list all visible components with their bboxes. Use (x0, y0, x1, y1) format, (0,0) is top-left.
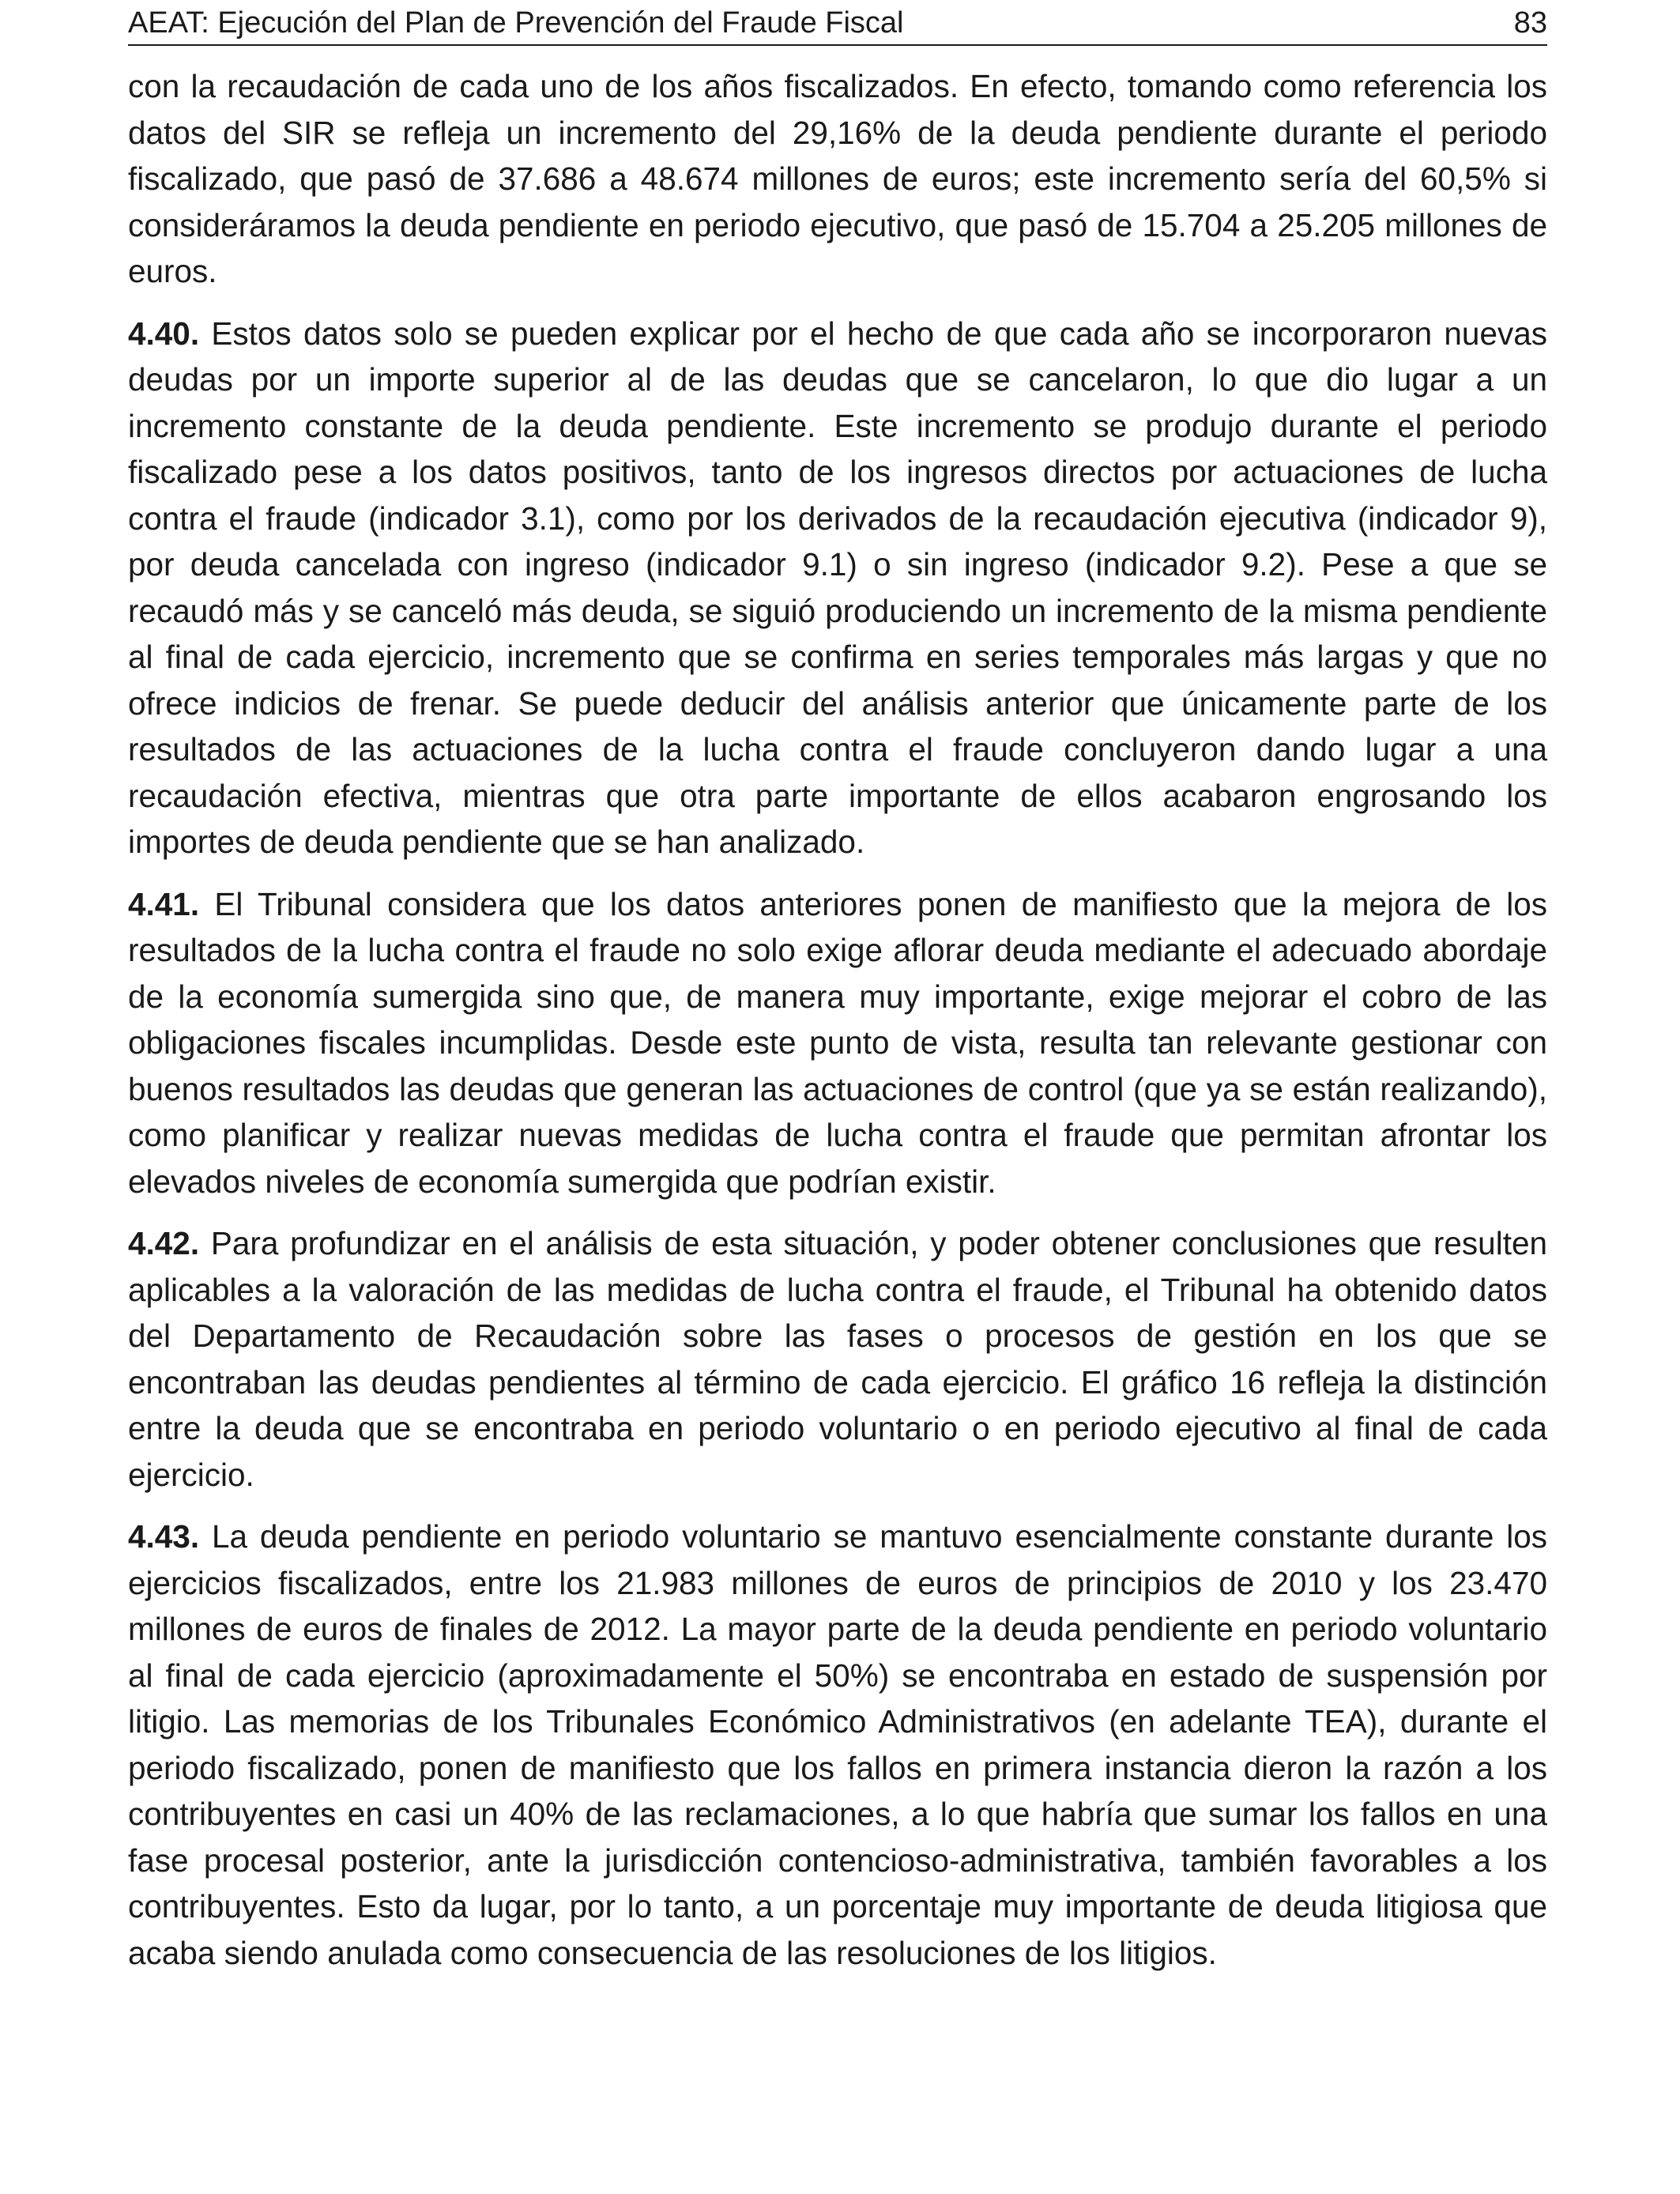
paragraph-number: 4.43. (128, 1518, 200, 1555)
paragraph-number: 4.41. (128, 885, 200, 922)
paragraph-text: La deuda pendiente en periodo voluntario se mantuvo esencialmente constante durante los ejercicios fiscalizados, entre los 21.983 millones de euros de principios de 2010 y los 23.470 millones de euros de finales de 2012. La mayor parte de la deuda pendiente en periodo voluntario al final de cada ejercicio (aproximadamente el 50%) se encontraba en estado de suspensión por litigio. Las memorias de los Tribunales Económico Administrativos (en adelante TEA), durante el periodo fiscalizado, ponen de manifiesto que los fallos en primera instancia dieron la razón a los contribuyentes en casi un 40% de las reclamaciones, a lo que habría que sumar los fallos en una fase procesal posterior, ante la jurisdicción contencioso-administrativa, también favorables a los contribuyentes. Esto da lugar, por lo tanto, a un porcentaje muy importante de deuda litigiosa que acaba siendo anulada como consecuencia de las resoluciones de los litigios. (128, 1518, 1547, 1971)
paragraph-4-43 (128, 1514, 1547, 1976)
intro-paragraph: con la recaudación de cada uno de los años fiscalizados. En efecto, tomando como referencia los datos del SIR se refleja un incremento del 29,16% de la deuda pendiente durante el periodo fiscalizado, que pasó de 37.686 a 48.674 millones de euros; este incremento sería del 60,5% si consideráramos la deuda pendiente en periodo ejecutivo, que pasó de 15.704 a 25.205 millones de euros. (128, 68, 1547, 289)
paragraph-4-40 (128, 311, 1547, 865)
document-title: AEAT: Ejecución del Plan de Prevención del Fraude Fiscal (128, 6, 904, 40)
paragraph-text: Para profundizar en el análisis de esta situación, y poder obtener conclusiones que resulten aplicables a la valoración de las medidas de lucha contra el fraude, el Tribunal ha obtenido datos del Departamento de Recaudación sobre las fases o procesos de gestión en los que se encontraban las deudas pendientes al término de cada ejercicio. El gráfico 16 refleja la distinción entre la deuda que se encontraba en periodo voluntario o en periodo ejecutivo al final de cada ejercicio. (128, 1225, 1547, 1493)
paragraph-text: Estos datos solo se pueden explicar por el hecho de que cada año se incorporaron nuevas deudas por un importe superior al de las deudas que se cancelaron, lo que dio lugar a un incremento constante de la deuda pendiente. Este incremento se produjo durante el periodo fiscalizado pese a los datos positivos, tanto de los ingresos directos por actuaciones de lucha contra el fraude (indicador 3.1), como por los derivados de la recaudación ejecutiva (indicador 9), por deuda cancelada con ingreso (indicador 9.1) o sin ingreso (indicador 9.2). Pese a que se recaudó más y se canceló más deuda, se siguió produciendo un incremento de la misma pendiente al final de cada ejercicio, incremento que se confirma en series temporales más largas y que no ofrece indicios de frenar. Se puede deducir del análisis anterior que únicamente parte de los resultados de las actuaciones de la lucha contra el fraude concluyeron dando lugar a una recaudación efectiva, mientras que otra parte importante de ellos acabaron engrosando los importes de deuda pendiente que se han analizado. (128, 315, 1547, 860)
page-number: 83 (1513, 6, 1547, 40)
paragraph-4-41 (128, 881, 1547, 1205)
paragraph-text: El Tribunal considera que los datos anteriores ponen de manifiesto que la mejora de los resultados de la lucha contra el fraude no solo exige aflorar deuda mediante el adecuado abordaje de la economía sumergida sino que, de manera muy importante, exige mejorar el cobro de las obligaciones fiscales incumplidas. Desde este punto de vista, resulta tan relevante gestionar con buenos resultados las deudas que generan las actuaciones de control (que ya se están realizando), como planificar y realizar nuevas medidas de lucha contra el fraude que permitan afrontar los elevados niveles de economía sumergida que podrían existir. (128, 885, 1547, 1200)
document-page (128, 0, 1547, 1976)
paragraph-4-42 (128, 1220, 1547, 1498)
running-header (128, 0, 1547, 46)
paragraph-number: 4.40. (128, 315, 200, 352)
body-text (128, 63, 1547, 1976)
paragraph-number: 4.42. (128, 1225, 200, 1261)
